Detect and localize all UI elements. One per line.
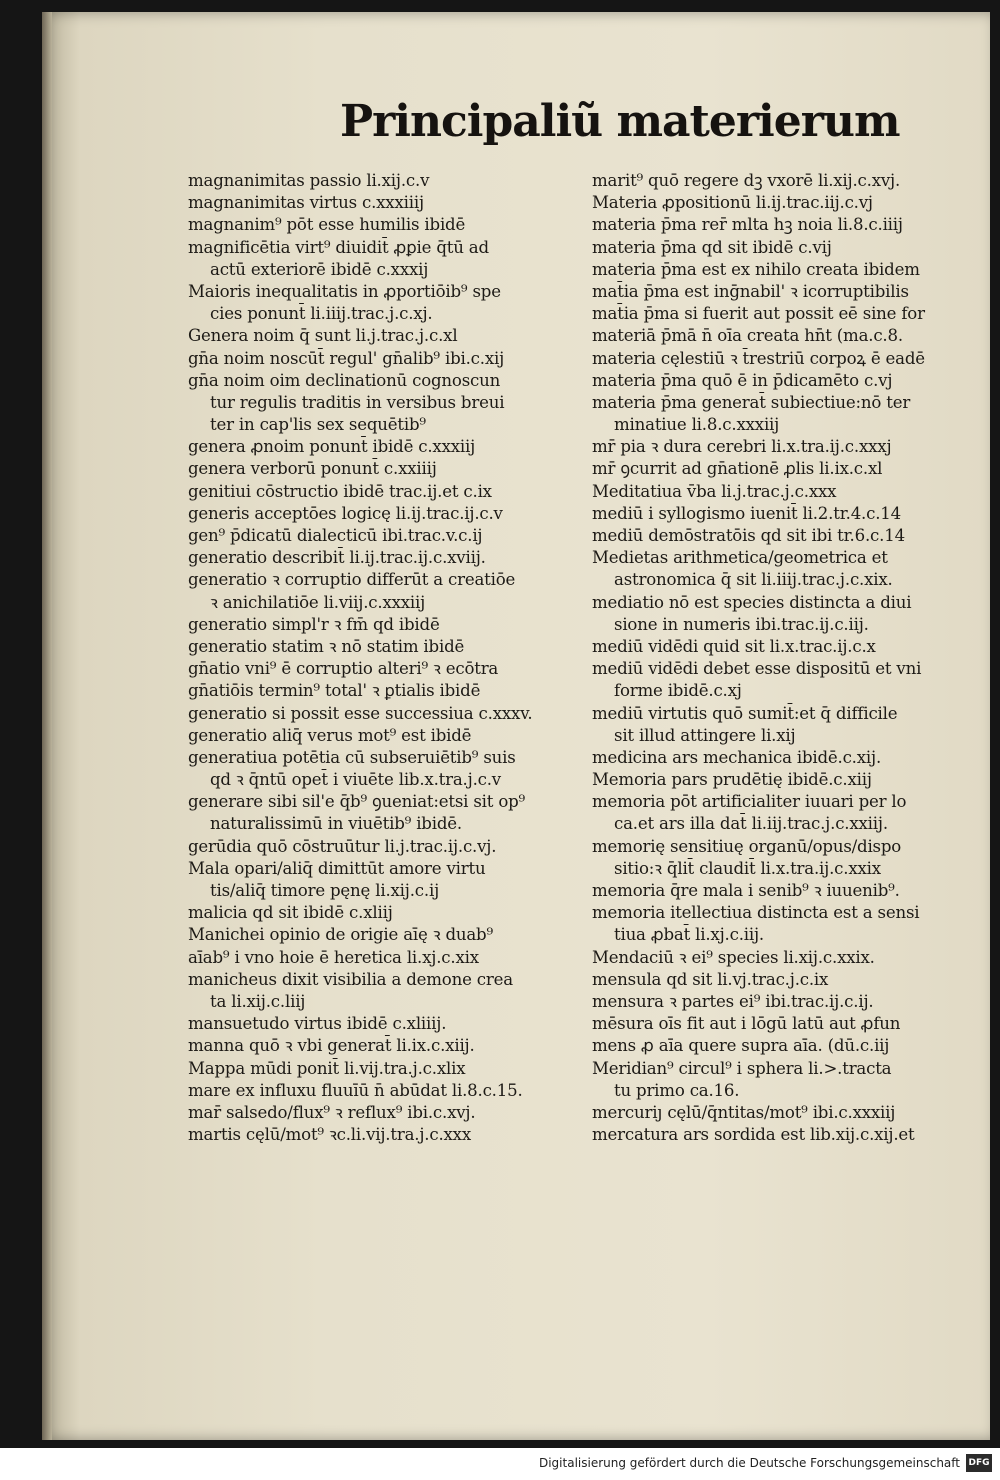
index-entry: memoria itellectiua distincta est a sensi [592, 903, 920, 923]
index-entry: genera verborū ponunt̄ c.xxiiij [188, 459, 437, 479]
index-entry: Memoria pars prudētię ibidē.c.xiij [592, 770, 872, 790]
index-entry: mare ex influxu fluuīū n̄ abūdat li.8.c.15. [188, 1080, 523, 1100]
index-entry: Manichei opinio de origie aīę ꝛ duab⁹ [188, 925, 493, 945]
index-entry: mercuriȷ cęlū/q̄ntitas/mot⁹ ibi.c.xxxiij [592, 1102, 896, 1122]
index-entry: memorię sensitiuę organū/opus/dispo [592, 836, 902, 856]
right-index-column [592, 170, 990, 1146]
left-index-column [188, 170, 588, 1146]
index-entry: ta li.xij.c.liij [210, 991, 306, 1011]
index-entry: sitio:ꝛ q̄lit̄ claudit̄ li.x.tra.ij.c.xxix [614, 858, 881, 878]
index-entry: mr̄ pia ꝛ dura cerebri li.x.tra.ij.c.xxxj [592, 437, 892, 457]
index-entry: Genera noim q̄ sunt li.j.trac.j.c.xl [188, 326, 458, 346]
index-entry: Meditatiua v̄ba li.j.trac.j.c.xxx [592, 481, 837, 501]
index-entry: magnificētia virt⁹ diuidit̄ ꝓꝑie q̄tū ad [188, 237, 489, 257]
index-entry: mercatura ars sordida est lib.xij.c.xij.et [592, 1125, 915, 1145]
index-entry: mens ꝓ aīa quere supra aīa. (dū.c.iij [592, 1036, 890, 1056]
index-entry: generare sibi sil'e q̄b⁹ ꝯueniat:etsi sit op⁹ [188, 792, 525, 812]
index-entry: qd ꝛ q̄ntū opet̄ i viuēte lib.x.tra.j.c.v [210, 770, 501, 790]
index-entry: Mappa mūdi ponit̄ li.vij.tra.j.c.xlix [188, 1058, 466, 1078]
index-entry: generatio statim ꝛ nō statim ibidē [188, 636, 465, 656]
index-entry: minatiue li.8.c.xxxiij [614, 415, 780, 435]
index-entry: mediatio nō est species distincta a diui [592, 592, 912, 612]
index-entry: genitiui cōstructio ibidē trac.ij.et c.ix [188, 481, 492, 501]
index-entry: ca.et ars illa dat̄ li.iij.trac.j.c.xxiij. [614, 814, 888, 834]
index-entry: generis acceptōes logicę li.ij.trac.ij.c.v [188, 503, 503, 523]
index-entry: mensula qd sit li.vj.trac.j.c.ix [592, 969, 829, 989]
index-entry: generatio simpl'r ꝛ fm̄ qd ibidē [188, 614, 440, 634]
index-entry: materia cęlestiū ꝛ t̄restriū corpoꝝ ē eadē [592, 348, 925, 368]
index-entry: magnanimitas passio li.xij.c.v [188, 171, 430, 190]
index-entry: generatio ꝛ corruptio differūt a creatiōe [188, 570, 516, 590]
index-entry: mēsura oīs fit aut i lōgū latū aut ꝓfun [592, 1014, 901, 1034]
index-entry: gn̄a noim noscūt̄ regul' gn̄alib⁹ ibi.c.xij [188, 348, 505, 368]
dfg-logo-icon: DFG [966, 1454, 992, 1472]
footer-bar [0, 1448, 1000, 1480]
index-entry: materia p̄ma rer̄ mlta hꝫ noia li.8.c.iiij [592, 215, 903, 235]
index-entry: mediū vidēdi quid sit li.x.trac.ij.c.x [592, 636, 876, 656]
index-entry: ter in cap'lis sex sequētib⁹ [210, 415, 426, 435]
index-entry: generatio describit̄ li.ij.trac.ij.c.xviij. [188, 548, 486, 568]
index-entry: tu primo ca.16. [614, 1080, 740, 1100]
index-entry: gen⁹ p̄dicatū dialecticū ibi.trac.v.c.ij [188, 526, 483, 545]
index-entry: cies ponunt̄ li.iiij.trac.j.c.xj. [210, 304, 433, 324]
index-entry: magnanim⁹ pōt esse humilis ibidē [188, 215, 466, 235]
index-entry: materia p̄ma est ex nihilo creata ibidem [592, 259, 920, 279]
index-entry: mansuetudo virtus ibidē c.xliiij. [188, 1014, 447, 1034]
index-entry: generatio aliq̄ verus mot⁹ est ibidē [188, 725, 472, 745]
index-entry: generatio si possit esse successiua c.xxxv. [188, 703, 533, 723]
index-entry: magnanimitas virtus c.xxxiiij [188, 193, 424, 213]
page-heading: Principaliũ materierum [340, 96, 900, 147]
index-entry: materiā p̄mā n̄ oīa creata hn̄t (ma.c.8. [592, 326, 903, 346]
index-entry: Medietas arithmetica/geometrica et [592, 548, 888, 568]
funding-credit: Digitalisierung gefördert durch die Deutsche Forschungsgemeinschaft [538, 1456, 960, 1470]
index-entry: memoria q̄re mala i senib⁹ ꝛ iuuenib⁹. [592, 881, 900, 900]
index-entry: manicheus dixit visibilia a demone crea [188, 969, 513, 989]
index-entry: Materia ꝓpositionū li.ij.trac.iij.c.vj [592, 193, 873, 213]
index-entry: tur regulis traditis in versibus breui [210, 392, 505, 412]
index-entry: gn̄atiōis termin⁹ total' ꝛ ꝑtialis ibidē [188, 681, 481, 701]
index-entry: mediū i syllogismo iuenit̄ li.2.tr.4.c.14 [592, 503, 902, 523]
index-entry: mr̄ ꝯcurrit ad gn̄ationē ꝓlis li.ix.c.xl [592, 459, 883, 479]
index-entry: mar̄ salsedo/flux⁹ ꝛ reflux⁹ ibi.c.xvj. [188, 1102, 476, 1122]
index-entry: mediū vidēdi debet esse dispositū et vni [592, 659, 922, 679]
index-entry: gerūdia quō cōstruūtur li.j.trac.ij.c.vj. [188, 836, 497, 856]
index-entry: mediū virtutis quō sumit̄:et q̄ difficile [592, 703, 898, 723]
index-entry: tis/aliq̄ timore pęnę li.xij.c.ij [210, 881, 440, 900]
index-entry: medicina ars mechanica ibidē.c.xij. [592, 747, 882, 767]
index-entry: Maioris inequalitatis in ꝓportiōib⁹ spe [188, 281, 501, 301]
index-entry: forme ibidē.c.xj [614, 681, 742, 701]
index-entry: sione in numeris ibi.trac.ij.c.iij. [614, 614, 869, 634]
index-entry: genera ꝓnoim ponunt̄ ibidē c.xxxiij [188, 437, 476, 457]
index-entry: aīab⁹ i vno hoie ē heretica li.xj.c.xix [188, 947, 479, 967]
index-entry: generatiua potētia cū subseruiētib⁹ suis [188, 747, 516, 767]
index-entry: memoria pōt artificialiter iuuari per lo [592, 792, 907, 812]
index-entry: mat̄ia p̄ma si fuerit aut possit eē sine for [592, 304, 925, 324]
index-entry: tiua ꝓbat̄ li.xj.c.iij. [614, 925, 765, 945]
index-entry: malicia qd sit ibidē c.xliij [188, 903, 393, 923]
index-entry: Mendaciū ꝛ ei⁹ species li.xij.c.xxix. [592, 947, 875, 967]
index-entry: manna quō ꝛ vbi generat̄ li.ix.c.xiij. [188, 1036, 475, 1056]
index-entry: materia p̄ma generat̄ subiectiue:nō ter [592, 392, 911, 412]
index-entry: martis cęlū/mot⁹ ꝛc.li.vij.tra.j.c.xxx [188, 1125, 471, 1145]
index-entry: actū exteriorē ibidē c.xxxij [210, 259, 429, 279]
index-entry: mediū demōstratōis qd sit ibi tr.6.c.14 [592, 526, 905, 545]
index-entry: ꝛ anichilatiōe li.viij.c.xxxiij [210, 592, 426, 612]
index-entry: gn̄a noim oim declinationū cognoscun [188, 370, 501, 390]
index-entry: gn̄atio vni⁹ ē corruptio alteri⁹ ꝛ ecōtra [188, 659, 499, 679]
index-entry: naturalissimū in viuētib⁹ ibidē. [210, 814, 462, 834]
index-entry: marit⁹ quō regere dꝫ vxorē li.xij.c.xvj. [592, 171, 901, 190]
index-entry: sit illud attingere li.xij [614, 725, 796, 745]
index-entry: astronomica q̄ sit li.iiij.trac.j.c.xix. [614, 570, 893, 590]
index-entry: materia p̄ma quō ē in p̄dicamēto c.vj [592, 370, 893, 390]
index-entry: materia p̄ma qd sit ibidē c.vij [592, 237, 832, 257]
page-binding-edge [42, 12, 52, 1440]
index-entry: mensura ꝛ partes ei⁹ ibi.trac.ij.c.ij. [592, 991, 874, 1011]
index-entry: Meridian⁹ circul⁹ i sphera li.>.tracta [592, 1058, 892, 1078]
index-entry: Mala opari/aliq̄ dimittūt amore virtu [188, 858, 486, 878]
index-entry: mat̄ia p̄ma est inḡnabil' ꝛ icorruptibilis [592, 281, 909, 301]
